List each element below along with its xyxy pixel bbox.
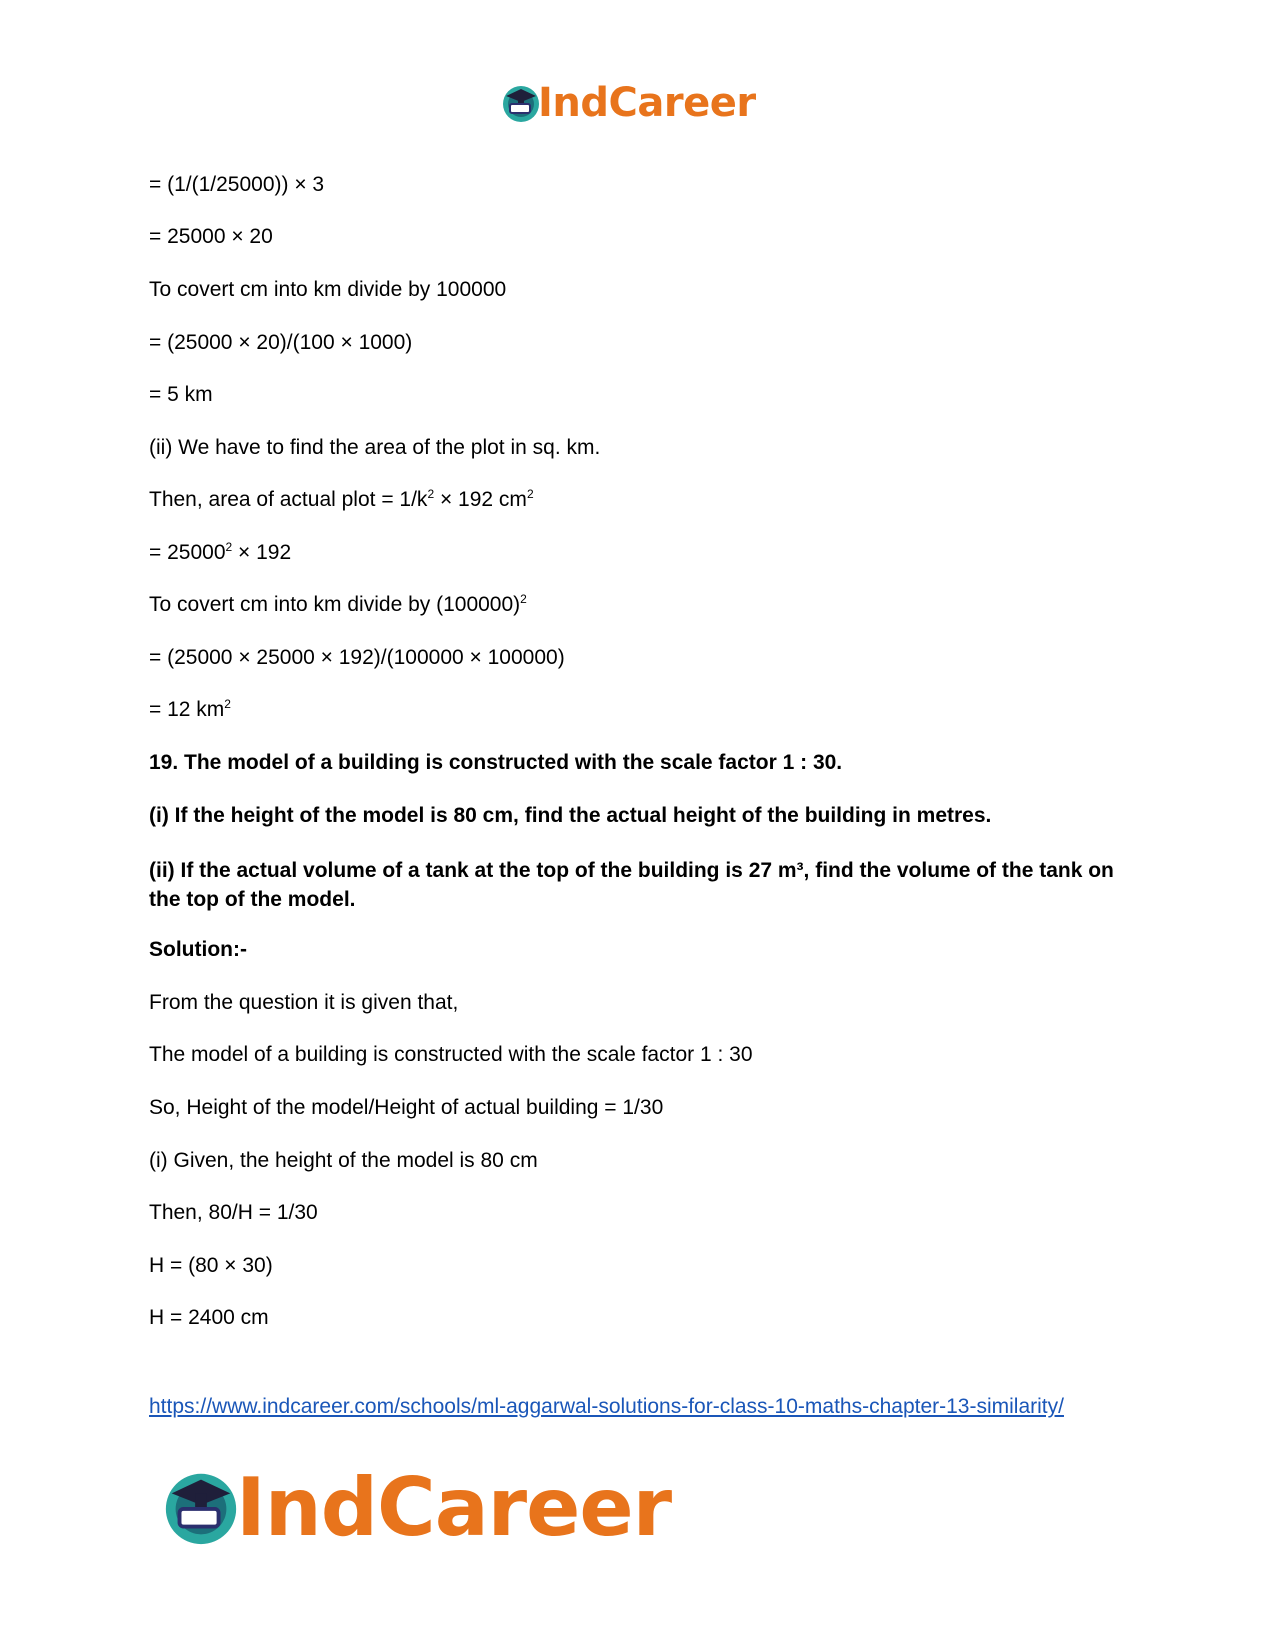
footer-logo-text: IndCareer — [236, 1460, 672, 1554]
text-line: = (25000 × 20)/(100 × 1000) — [149, 331, 413, 354]
superscript: 2 — [427, 487, 435, 501]
text-line: = (25000 × 25000 × 192)/(100000 × 100000) — [149, 646, 565, 669]
text-line: Then, 80/H = 1/30 — [149, 1201, 318, 1224]
header-logo-text: IndCareer — [538, 80, 756, 126]
text-line — [149, 540, 291, 566]
text-fragment: × 192 cm — [434, 488, 527, 511]
superscript: 2 — [520, 592, 527, 606]
text-fragment: To covert cm into km divide by (100000) — [149, 593, 521, 616]
text-line: To covert cm into km divide by 100000 — [149, 278, 507, 301]
text-line: = (1/(1/25000)) × 3 — [149, 173, 325, 196]
text-fragment: = 25000 — [149, 541, 226, 564]
footer-logo — [160, 1462, 700, 1552]
graduation-cap-book-globe-icon — [160, 1466, 242, 1548]
superscript: 2 — [526, 487, 534, 501]
solution-heading: Solution:- — [149, 938, 247, 961]
text-line: (i) Given, the height of the model is 80 cm — [149, 1149, 538, 1172]
source-url-link[interactable]: https://www.indcareer.com/schools/ml-aggarwal-solutions-for-class-10-maths-chapter-13-similarity/ — [149, 1395, 1064, 1418]
text-line: From the question it is given that, — [149, 991, 459, 1014]
text-line: (ii) We have to find the area of the plot in sq. km. — [149, 436, 601, 459]
text-line: = 25000 × 20 — [149, 225, 273, 248]
text-line: So, Height of the model/Height of actual building = 1/30 — [149, 1096, 664, 1119]
question-part: (i) If the height of the model is 80 cm, find the actual height of the building in metres. — [149, 804, 992, 827]
text-line — [149, 487, 534, 513]
text-fragment: Then, area of actual plot = 1/k — [149, 488, 428, 511]
text-line: H = 2400 cm — [149, 1306, 269, 1329]
question-heading: 19. The model of a building is constructed with the scale factor 1 : 30. — [149, 751, 843, 774]
text-fragment: × 192 — [232, 541, 292, 564]
superscript: 2 — [224, 697, 231, 711]
superscript: 2 — [225, 540, 233, 554]
text-line — [149, 592, 527, 618]
question-part: (ii) If the actual volume of a tank at the top of the building is 27 m³, find the volume of the tank on the top of the model. — [149, 859, 1114, 911]
text-fragment: = 12 km — [149, 698, 225, 721]
header-logo — [500, 78, 770, 128]
text-line: H = (80 × 30) — [149, 1254, 273, 1277]
text-line — [149, 697, 231, 723]
text-line: The model of a building is constructed with the scale factor 1 : 30 — [149, 1043, 753, 1066]
graduation-cap-book-globe-icon — [500, 82, 542, 124]
text-line: = 5 km — [149, 383, 213, 406]
